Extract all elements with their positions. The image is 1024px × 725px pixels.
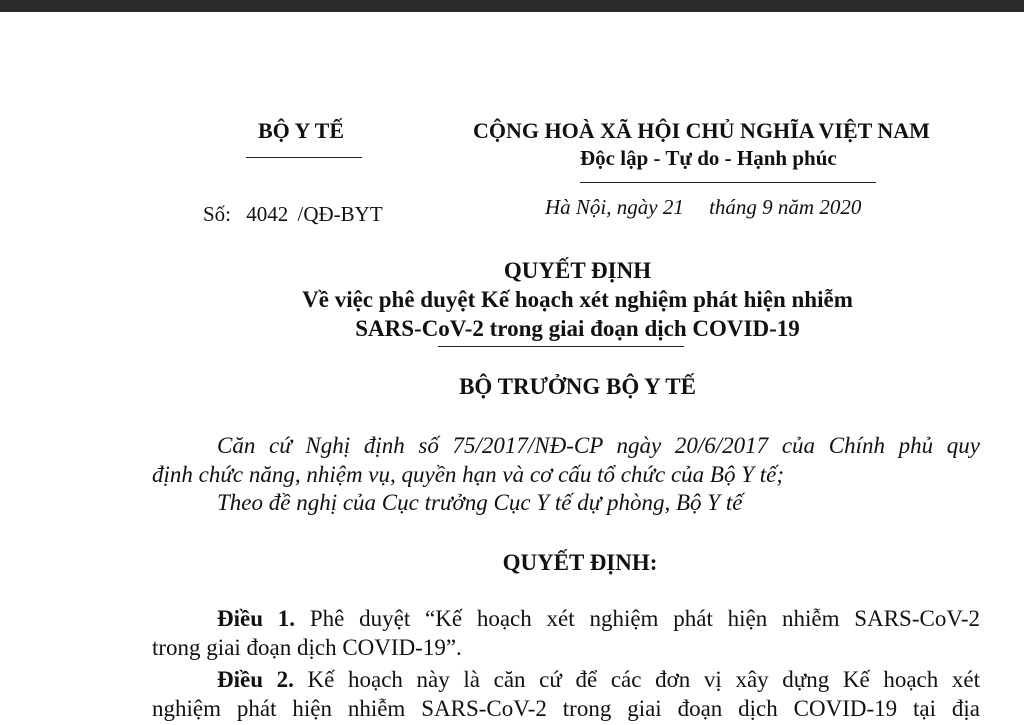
basis-line-3: Theo đề nghị của Cục trưởng Cục Y tế dự phòng, Bộ Y tế bbox=[217, 490, 743, 515]
number-label: Số: bbox=[203, 202, 232, 226]
article-2-line-1 bbox=[217, 664, 980, 696]
document-title: QUYẾT ĐỊNH bbox=[503, 258, 652, 283]
article-1-line-1 bbox=[217, 603, 980, 635]
ministry-underline bbox=[246, 157, 362, 158]
subject-line-1: Về việc phê duyệt Kế hoạch xét nghiệm phát hiện nhiễm bbox=[302, 287, 853, 312]
viewer-top-bar bbox=[0, 0, 1024, 12]
basis-line-1: Căn cứ Nghị định số 75/2017/NĐ-CP ngày 20/6/2017 của Chính phủ quy bbox=[217, 433, 980, 458]
date-month-year: tháng 9 năm 2020 bbox=[709, 195, 862, 219]
number-suffix: /QĐ-BYT bbox=[297, 202, 383, 226]
date-day: 21 bbox=[662, 195, 684, 219]
document-number bbox=[203, 202, 383, 227]
ministry-name: BỘ Y TẾ bbox=[258, 118, 344, 143]
decision-heading: QUYẾT ĐỊNH: bbox=[502, 550, 658, 575]
nation-name: CỘNG HOÀ XÃ HỘI CHỦ NGHĨA VIỆT NAM bbox=[473, 118, 930, 143]
national-motto: Độc lập - Tự do - Hạnh phúc bbox=[580, 146, 837, 170]
article-2-line-2: nghiệm phát hiện nhiễm SARS-CoV-2 trong giai đoạn dịch COVID-19 tại địa bbox=[152, 696, 980, 721]
subject-underline bbox=[438, 346, 684, 347]
article-1-label: Điều 1. bbox=[217, 606, 296, 631]
article-2-label: Điều 2. bbox=[217, 667, 294, 692]
motto-underline bbox=[580, 182, 876, 183]
number-value: 4042 bbox=[246, 202, 289, 226]
article-1-line-2: trong giai đoạn dịch COVID-19”. bbox=[152, 635, 462, 660]
place-date-prefix: Hà Nội, ngày bbox=[545, 195, 658, 219]
authority-title: BỘ TRƯỞNG BỘ Y TẾ bbox=[459, 374, 696, 399]
article-1-text: Phê duyệt “Kế hoạch xét nghiệm phát hiện nhiễm SARS-CoV-2 bbox=[309, 606, 980, 631]
place-date bbox=[545, 195, 861, 220]
subject-line-2: SARS-CoV-2 trong giai đoạn dịch COVID-19 bbox=[355, 316, 800, 341]
basis-line-2: định chức năng, nhiệm vụ, quyền hạn và cơ cấu tổ chức của Bộ Y tế; bbox=[152, 462, 784, 487]
article-2-text: Kế hoạch này là căn cứ để các đơn vị xây dựng Kế hoạch xét bbox=[307, 667, 981, 692]
